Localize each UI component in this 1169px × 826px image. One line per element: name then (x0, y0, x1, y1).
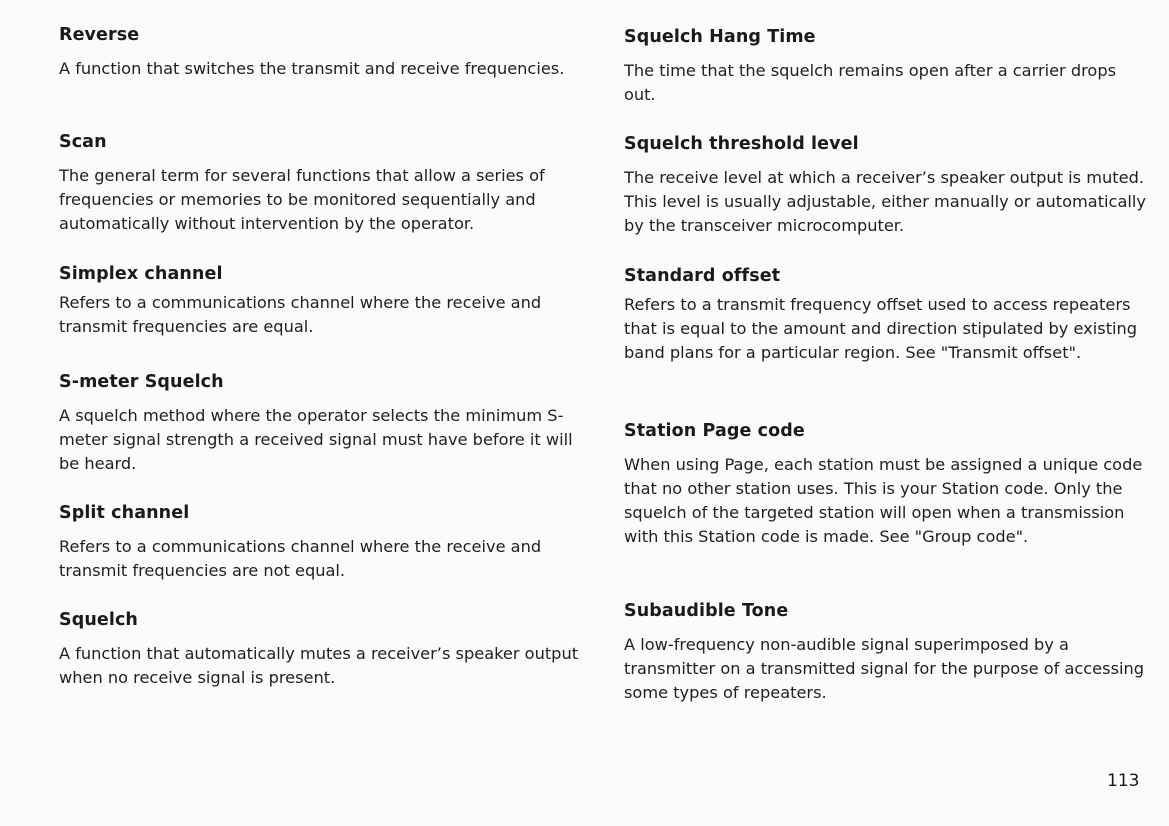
glossary-entry-s-meter-squelch (59, 371, 589, 476)
glossary-definition: A low-frequency non-audible signal superimposed by a transmitter on a transmitted signal for the purpose of accessing some types of repeaters. (624, 635, 1145, 702)
page-number: 113 (1107, 771, 1140, 791)
glossary-entry-station-page-code (624, 420, 1152, 549)
glossary-definition: A function that switches the transmit and receive frequencies. (59, 59, 565, 78)
glossary-term: Scan (59, 132, 107, 152)
glossary-entry-simplex-channel (59, 263, 589, 339)
glossary-definition: Refers to a transmit frequency offset used to access repeaters that is equal to the amount and direction stipulated by existing band plans for a particular region. See "Transmit offset". (624, 295, 1138, 362)
glossary-definition: When using Page, each station must be assigned a unique code that no other station uses. This is your Station code. Only the squelch of the targeted station will open when a transmission with this Station code is made. See "Group code". (624, 455, 1143, 546)
glossary-term: Split channel (59, 503, 190, 523)
glossary-entry-squelch-threshold-level (624, 133, 1152, 238)
glossary-entry-squelch (59, 609, 589, 690)
glossary-term: Squelch threshold level (624, 134, 859, 154)
glossary-entry-split-channel (59, 502, 589, 583)
glossary-definition: A function that automatically mutes a receiver’s speaker output when no receive signal is present. (59, 644, 579, 687)
glossary-term: Reverse (59, 25, 140, 45)
glossary-definition: The receive level at which a receiver’s speaker output is muted. This level is usually adjustable, either manually or automatically by the transceiver microcomputer. (624, 168, 1146, 235)
glossary-term: Standard offset (624, 266, 781, 286)
glossary-term: S-meter Squelch (59, 372, 224, 392)
glossary-term: Station Page code (624, 421, 805, 441)
glossary-term: Simplex channel (59, 264, 223, 284)
glossary-definition: A squelch method where the operator selects the minimum S-meter signal strength a received signal must have before it will be heard. (59, 406, 573, 473)
glossary-entry-reverse (59, 24, 589, 81)
glossary-definition: The time that the squelch remains open after a carrier drops out. (624, 61, 1117, 104)
glossary-term: Subaudible Tone (624, 601, 789, 621)
glossary-entry-subaudible-tone (624, 600, 1152, 705)
glossary-definition: The general term for several functions that allow a series of frequencies or memories to be monitored sequentially and automatically without intervention by the operator. (59, 166, 545, 233)
glossary-entry-standard-offset (624, 265, 1152, 365)
glossary-term: Squelch Hang Time (624, 27, 816, 47)
glossary-definition: Refers to a communications channel where the receive and transmit frequencies are equal. (59, 293, 542, 336)
glossary-term: Squelch (59, 610, 138, 630)
glossary-entry-squelch-hang-time (624, 26, 1152, 107)
glossary-definition: Refers to a communications channel where the receive and transmit frequencies are not equal. (59, 537, 542, 580)
glossary-entry-scan (59, 131, 589, 236)
